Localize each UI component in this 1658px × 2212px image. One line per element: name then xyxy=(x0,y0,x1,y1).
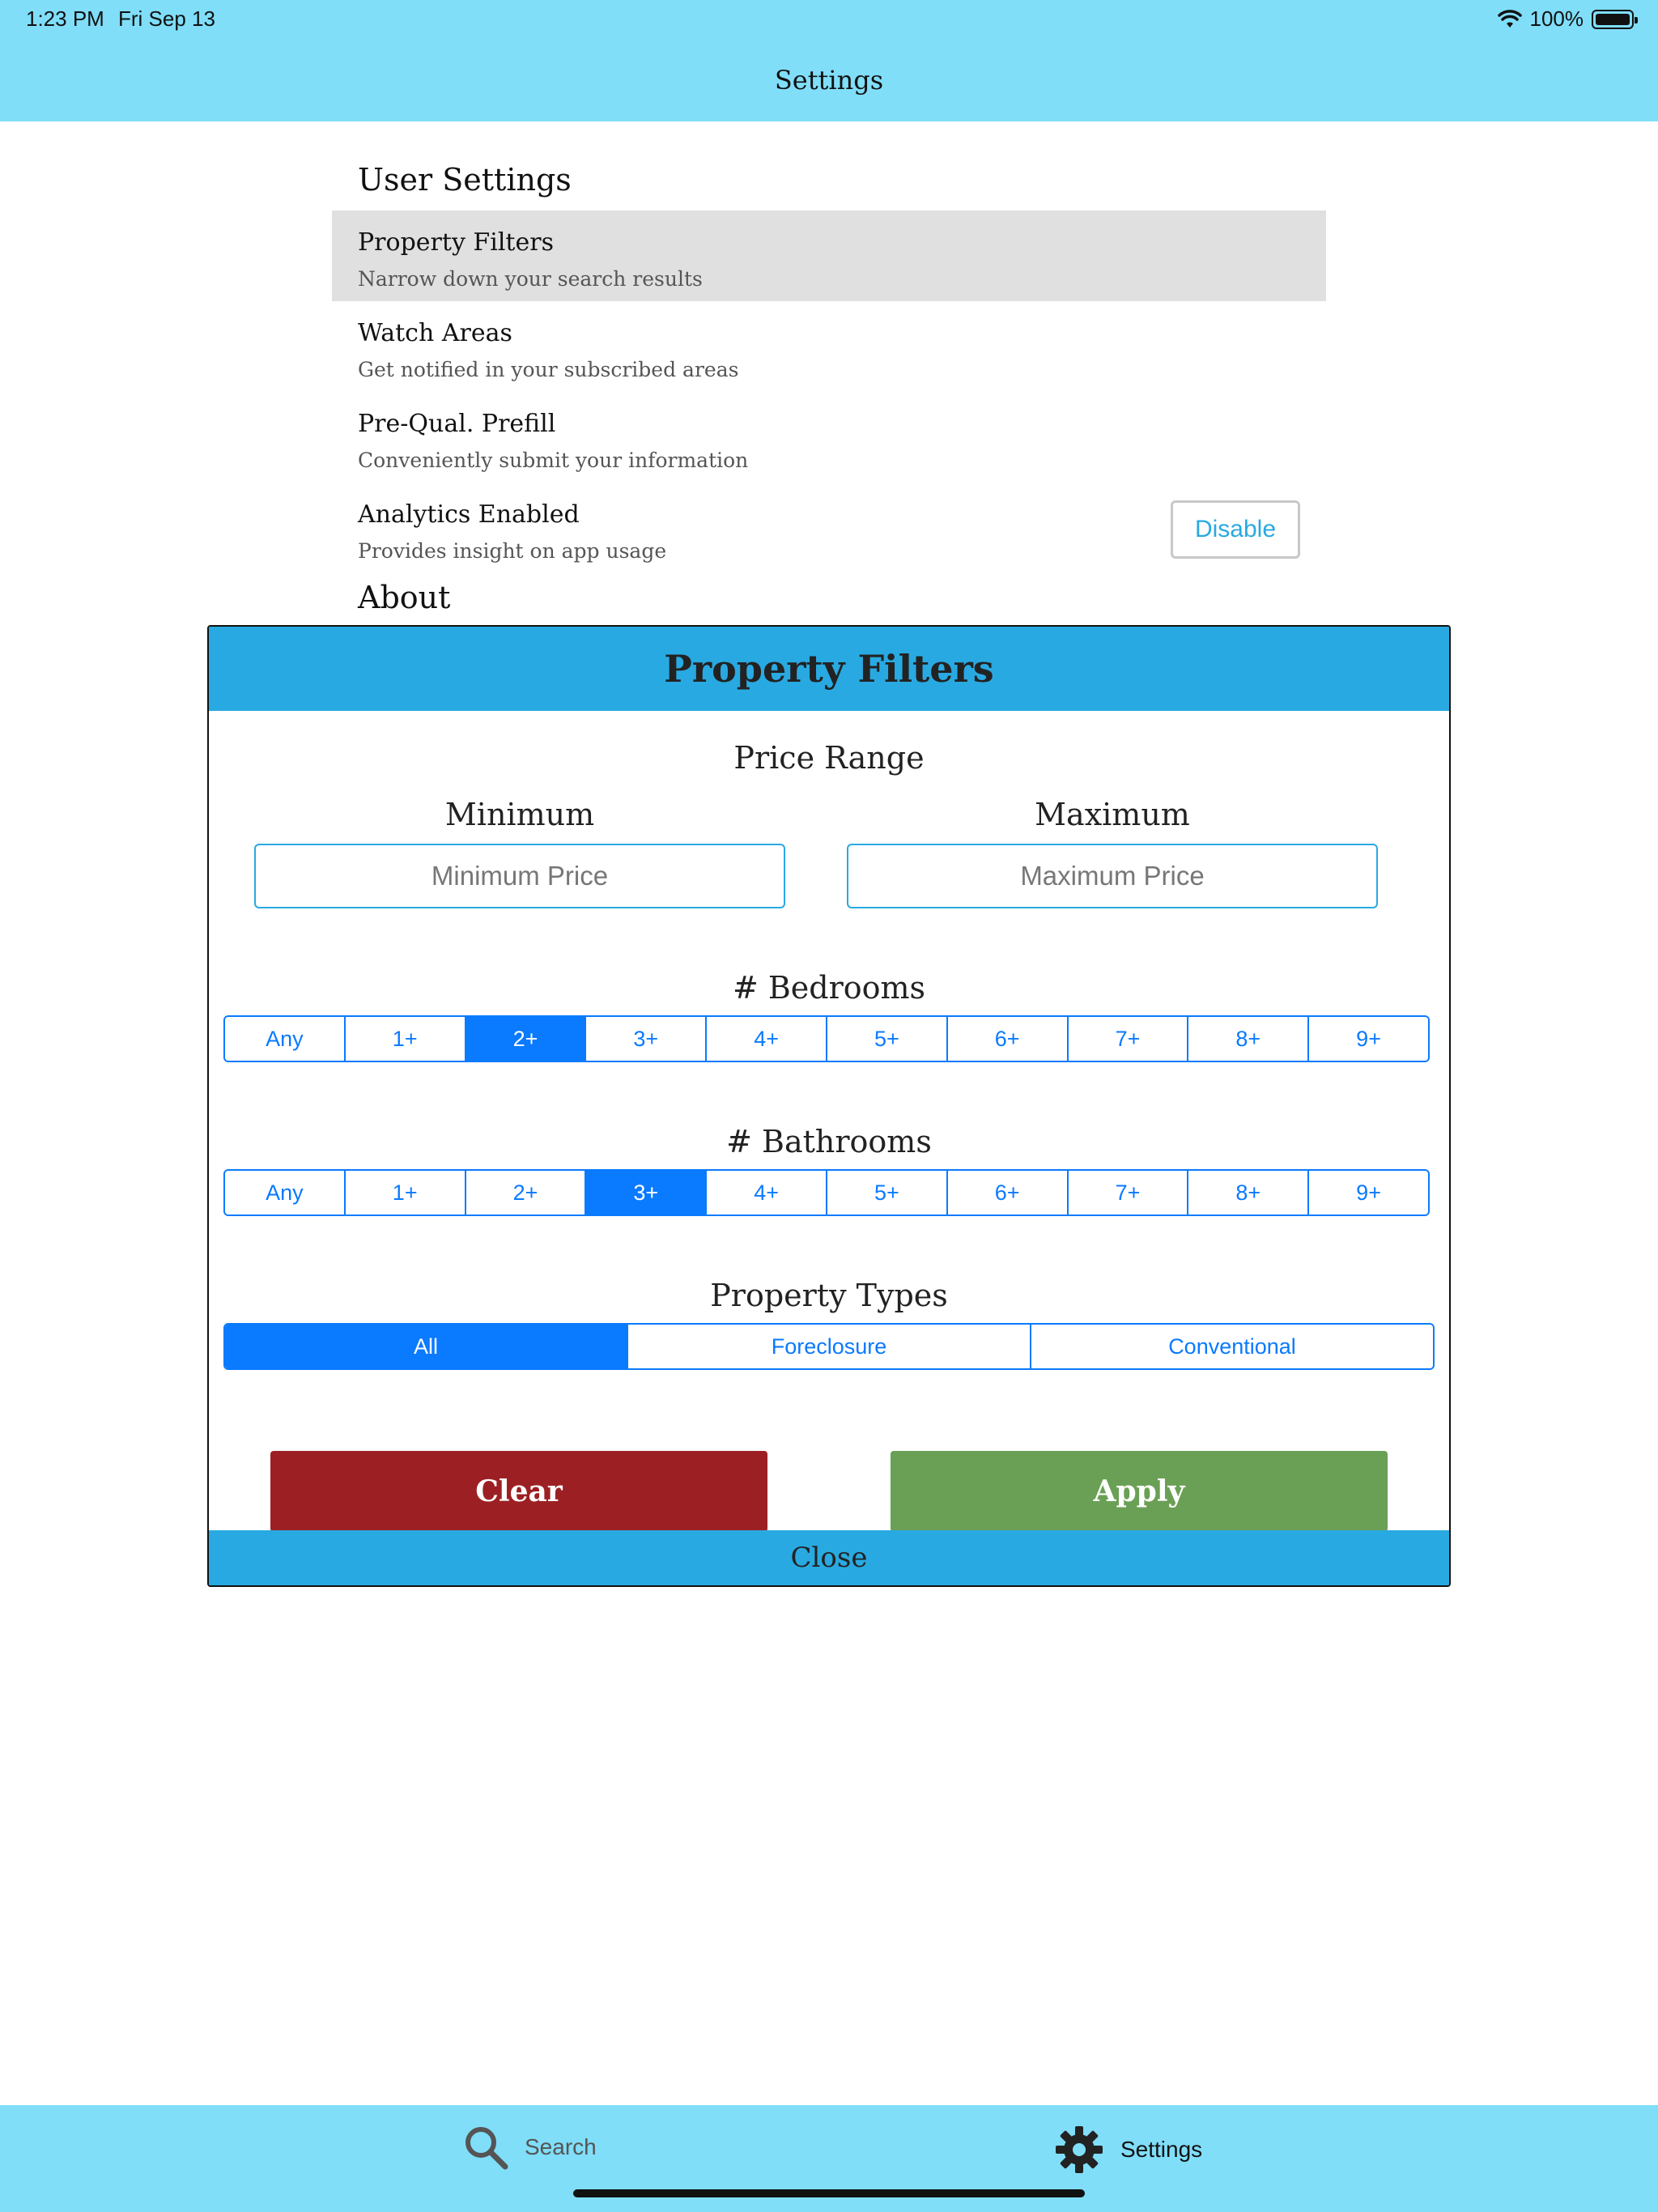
bedrooms-option-1[interactable]: 1+ xyxy=(346,1017,466,1061)
bedrooms-option-3[interactable]: 3+ xyxy=(586,1017,707,1061)
bathrooms-option-6[interactable]: 6+ xyxy=(948,1171,1069,1214)
bedrooms-label: # Bedrooms xyxy=(732,970,926,1006)
minimum-price-input[interactable]: Minimum Price xyxy=(254,844,785,908)
bathrooms-option-3[interactable]: 3+ xyxy=(586,1171,707,1214)
property-type-option-conventional[interactable]: Conventional xyxy=(1031,1325,1433,1368)
bathrooms-option-9[interactable]: 9+ xyxy=(1309,1171,1428,1214)
apply-button[interactable]: Apply xyxy=(891,1451,1388,1532)
settings-row-watch-areas[interactable] xyxy=(332,301,1326,392)
row-title: Watch Areas xyxy=(358,319,512,347)
bedrooms-option-9[interactable]: 9+ xyxy=(1309,1017,1428,1061)
bathrooms-segmented-control xyxy=(223,1169,1430,1216)
disable-analytics-button[interactable]: Disable xyxy=(1171,500,1300,559)
battery-icon xyxy=(1592,10,1634,29)
tab-settings[interactable] xyxy=(1054,2125,1202,2175)
bathrooms-option-1[interactable]: 1+ xyxy=(346,1171,466,1214)
settings-row-analytics xyxy=(332,483,1326,573)
section-title-about: About xyxy=(358,580,451,615)
close-button[interactable]: Close xyxy=(209,1530,1449,1585)
gear-icon xyxy=(1054,2125,1104,2175)
property-types-segmented-control xyxy=(223,1323,1435,1370)
bathrooms-option-any[interactable]: Any xyxy=(225,1171,346,1214)
wifi-icon xyxy=(1498,10,1522,29)
property-type-option-foreclosure[interactable]: Foreclosure xyxy=(628,1325,1031,1368)
battery-percent: 100% xyxy=(1529,6,1584,31)
bedrooms-option-any[interactable]: Any xyxy=(225,1017,346,1061)
tab-search[interactable] xyxy=(463,2125,597,2170)
row-subtitle: Get notified in your subscribed areas xyxy=(358,358,739,381)
bedrooms-option-6[interactable]: 6+ xyxy=(948,1017,1069,1061)
page-title: Settings xyxy=(774,65,884,96)
tab-search-label: Search xyxy=(525,2134,597,2159)
settings-row-property-filters[interactable] xyxy=(332,211,1326,301)
status-right xyxy=(1498,6,1635,32)
bathrooms-label: # Bathrooms xyxy=(726,1124,932,1159)
modal-header xyxy=(209,627,1449,711)
price-range-label: Price Range xyxy=(733,740,925,776)
property-filters-modal xyxy=(207,625,1451,1587)
status-time: 1:23 PM xyxy=(26,6,104,31)
bathrooms-option-7[interactable]: 7+ xyxy=(1069,1171,1189,1214)
property-type-option-all[interactable]: All xyxy=(225,1325,628,1368)
minimum-label: Minimum xyxy=(444,797,595,832)
settings-row-prequal-prefill[interactable] xyxy=(332,392,1326,483)
bathrooms-option-8[interactable]: 8+ xyxy=(1188,1171,1309,1214)
status-bar xyxy=(0,0,1658,39)
bathrooms-option-4[interactable]: 4+ xyxy=(707,1171,827,1214)
bedrooms-option-4[interactable]: 4+ xyxy=(707,1017,827,1061)
bedrooms-option-5[interactable]: 5+ xyxy=(827,1017,948,1061)
clear-button[interactable]: Clear xyxy=(270,1451,767,1532)
row-title: Property Filters xyxy=(358,228,554,257)
row-title: Analytics Enabled xyxy=(358,500,580,529)
bathrooms-option-2[interactable]: 2+ xyxy=(466,1171,587,1214)
bedrooms-option-8[interactable]: 8+ xyxy=(1188,1017,1309,1061)
bedrooms-segmented-control xyxy=(223,1015,1430,1062)
row-subtitle: Narrow down your search results xyxy=(358,267,703,291)
search-icon xyxy=(463,2125,508,2170)
bedrooms-option-7[interactable]: 7+ xyxy=(1069,1017,1189,1061)
row-subtitle: Provides insight on app usage xyxy=(358,539,667,563)
row-title: Pre-Qual. Prefill xyxy=(358,410,556,438)
modal-title: Property Filters xyxy=(664,647,994,691)
bathrooms-option-5[interactable]: 5+ xyxy=(827,1171,948,1214)
section-title-user-settings: User Settings xyxy=(358,162,572,198)
home-indicator xyxy=(573,2189,1085,2197)
nav-bar xyxy=(0,39,1658,121)
tab-settings-label: Settings xyxy=(1120,2137,1203,2162)
property-types-label: Property Types xyxy=(710,1278,948,1313)
row-subtitle: Conveniently submit your information xyxy=(358,449,749,472)
status-date: Fri Sep 13 xyxy=(118,6,215,31)
maximum-label: Maximum xyxy=(1035,797,1190,832)
maximum-price-input[interactable]: Maximum Price xyxy=(847,844,1378,908)
bedrooms-option-2[interactable]: 2+ xyxy=(466,1017,587,1061)
